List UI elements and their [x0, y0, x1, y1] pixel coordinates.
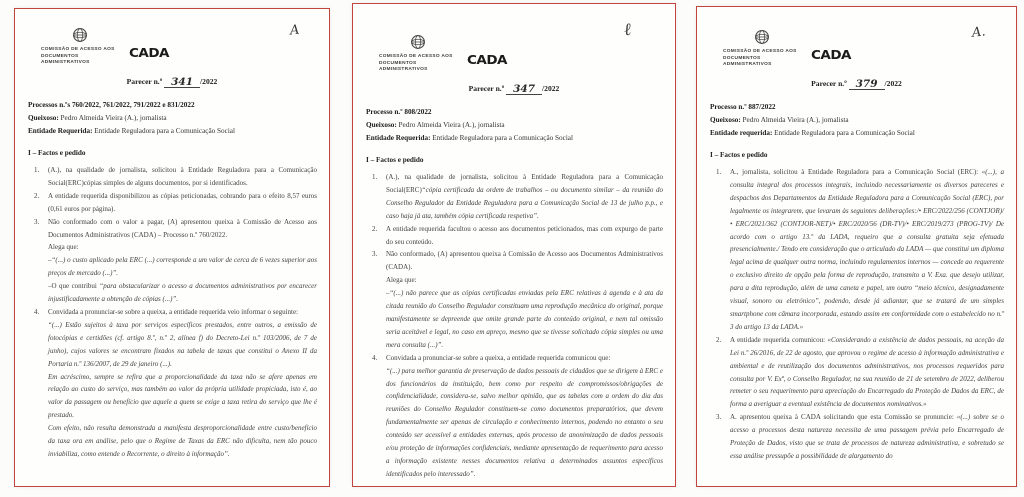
- section-heading: I – Factos e pedido: [28, 149, 86, 157]
- document-content: [28, 149, 317, 461]
- parecer-line: [15, 77, 329, 87]
- processo-line: Processo n.º 808/2022: [366, 108, 432, 116]
- handwritten-annotation: A: [288, 22, 300, 39]
- paragraph: “(...) para melhor garantia de preservação de dados pessoais de cidadãos que se dirigem à ERC e dos funcionários da instituição, bem como por respeito de compromissos/obrigações de confidencialidade, considera-se, salvo melhor opinião, que as tabelas com a ordem do dia das reuniões do Conselho Regulador constituem-se como documentos preparatórios, que devem fundamentalmente ser apenas de circulação e conhecimento internos, podendo no entanto o seu conteúdo ser acessível a entidades externas, após processo de anonimização de dados pessoais e/ou proteção de informações confidenciais, mediante apresentação de requerimento para acesso a informação existente nesses documentos relativa a determinados assuntos específicos identificados pelo interessado”.: [386, 366, 663, 478]
- numbered-paragraph: 4. Convidada a pronunciar-se sobre a queixa, a entidade requerida comunicou que:: [366, 352, 663, 365]
- document-body: [710, 166, 1004, 463]
- numbered-paragraph: 1. (A.), na qualidade de jornalista, solicitou à Entidade Reguladora para a Comunicação Social(ERC)cópias simples de alguns documentos, por si identificados.: [28, 164, 317, 190]
- paragraph: Com efeito, não resulta demonstrada a manifesta desproporcionalidade entre custo/benefício da taxa ora em análise, pelo que o Regime de Taxas da ERC não dificulta, nem tão pouco inviabiliza, como entende o Recorrente, o direito à informação”.: [48, 424, 317, 458]
- item-number: 3.: [372, 250, 378, 259]
- cada-wordmark: CADA: [129, 45, 170, 61]
- item-number: 1.: [372, 173, 378, 181]
- numbered-paragraph: 3. Não conformado, (A) apresentou queixa à Comissão de Acesso aos Documentos Administrativos (CADA).: [366, 248, 663, 274]
- org-name: COMISSÃO DE ACESSO AOS DOCUMENTOS ADMINISTRATIVOS: [723, 49, 797, 67]
- cada-emblem-icon: [72, 27, 88, 43]
- paragraph: –“(...) o custo aplicado pela ERC (...) corresponde a um valor de cerca de 6 vezes superior aos preços de mercado (...)”.: [48, 256, 317, 278]
- item-number: 2.: [716, 335, 722, 344]
- parecer-year: /2022: [884, 79, 902, 88]
- parecer-year: /2022: [542, 84, 560, 93]
- document-body: [366, 171, 663, 481]
- numbered-paragraph: 1. A., jornalista, solicitou à Entidade Reguladora para a Comunicação Social (ERC): «(...), a consulta integral dos processos integrais, incluindo necessariamente os diversos pareceres e despachos dos Departamentos da Entidade Reguladora para a Comunicação Social (ERC), por legalmente os integrarem, que levaram às seguintes deliberações:/• ERC/2022/256 (CONTJOR)/• ERC/2021/362 (CONTJOR-NET)/• ERC/2020/56 (DR-TV)/• ERC/2019/273 (PROG-TV)/ De acordo com o artigo 13.º da LADA, requeiro que a consulta gratuita seja efetuada presencialmente./ Tendo em consideração que o articulado da LADA — que constitui um diploma legal acima de qualquer outra norma, incluindo regulamentos internos — concede ao requerente o exclusivo direito de opção pela forma de reprodução, transmito a V. Exa. que desejo utilizar, para a dita reprodução, além de uma caneta e papel, um outro “meio técnico, designadamente visual, sonoro ou eletrónico”, podendo, desde já adiantar, que se tratará de um simples smartphone com câmara incorporada, estando assim em conformidade com o estabelecido no n.º 3 do artigo 13 da LADA.»: [710, 166, 1004, 334]
- cada-wordmark: CADA: [467, 52, 508, 68]
- parecer-label: Parecer n.º: [811, 79, 847, 88]
- queixoso-line: Queixoso: Pedro Almeida Vieira (A.), jornalista: [28, 114, 167, 122]
- cada-wordmark: CADA: [811, 47, 852, 63]
- document-body: [28, 164, 317, 461]
- handwritten-parecer-number: 341: [164, 78, 200, 88]
- parecer-line: [353, 84, 675, 94]
- org-name: COMISSÃO DE ACESSO AOS DOCUMENTOS ADMINISTRATIVOS: [41, 47, 115, 65]
- item-number: 1.: [716, 168, 722, 176]
- handwritten-parecer-number: 347: [506, 85, 542, 95]
- numbered-paragraph: 1. (A.), na qualidade de jornalista, solicitou à Entidade Reguladora para a Comunicação Social(ERC)“cópia certificada da ordem de trabalhos – ou documento similar – da reunião do Conselho Regulador da Entidade Reguladora para a Comunicação Social de 13 de julho p.p., e caso haja já ata, também cópia certificada respetiva”.: [366, 171, 663, 223]
- org-name: COMISSÃO DE ACESSO AOS DOCUMENTOS ADMINISTRATIVOS: [379, 54, 453, 72]
- processo-line: Processos n.ºs 760/2022, 761/2022, 791/2022 e 831/2022: [28, 101, 195, 109]
- case-info-block: [710, 101, 1003, 140]
- document-page-parecer-347: [352, 3, 676, 487]
- paragraph: Alega que:: [386, 276, 417, 285]
- paragraph: –“(...) não parece que as cópias certificadas enviadas pela ERC relativas à agenda e à ata da citada reunião do Conselho Regulador constituam uma reprodução mecânica do original, porque manifestamente se depreende que omite grande parte do conteúdo original, e nem tal omissão seria aceitável e legal, no caso em apreço, mesmo que se tivesse solicitado cópia simples ou uma mera consulta (...)”.: [386, 289, 663, 349]
- queixoso-line: Queixoso: Pedro Almeida Vieira (A.), jornalista: [710, 116, 849, 124]
- paragraph: Alega que:: [48, 243, 79, 252]
- cada-emblem-icon: [410, 34, 426, 50]
- entidade-line: Entidade requerida: Entidade Reguladora para a Comunicação Social: [710, 129, 915, 137]
- section-heading: I – Factos e pedido: [710, 151, 768, 159]
- numbered-paragraph: 3. Não conformado com o valor a pagar, (A) apresentou queixa à Comissão de Acesso aos Documentos Administrativos (CADA) – Processo n.º 760/2022.: [28, 216, 317, 242]
- handwritten-parecer-number: 379: [849, 80, 885, 90]
- parecer-label: Parecer n.º: [468, 84, 505, 93]
- item-number: 3.: [34, 217, 40, 226]
- item-number: 4.: [34, 307, 40, 316]
- numbered-paragraph: 3. A. apresentou queixa à CADA solicitando que esta Comissão se pronuncie: «(...) sobre se o acesso a processos desta natureza necessita de uma passagem prévia pelo Encarregado de Proteção de Dados, visto que se trata de processos de natureza administrativa, e sobretudo se essa análise pressupõe a possibilidade de alargamento do: [710, 411, 1004, 463]
- numbered-paragraph: 2. A entidade requerida facultou o acesso aos documentos peticionados, mas com expurgo de parte do seu conteúdo.: [366, 223, 663, 249]
- processo-line: Processo n.º 887/2022: [710, 103, 776, 111]
- document-page-parecer-379: [696, 6, 1017, 487]
- paragraph: –O que contribui “para obstacularizar o acesso a documentos administrativos por encarecer injustificadamente a obtenção de cópias (...)”.: [48, 282, 318, 304]
- numbered-paragraph: 2. A entidade requerida disponibilizou as cópias peticionadas, cobrando para o efeito 8,57 euros (0,61 euros por página).: [28, 190, 317, 216]
- cada-emblem-icon: [754, 29, 770, 45]
- case-info-block: [366, 106, 662, 145]
- item-number: 2.: [372, 224, 378, 233]
- parecer-label: Parecer n.º: [126, 77, 163, 86]
- parecer-year: /2022: [200, 77, 218, 86]
- queixoso-line: Queixoso: Pedro Almeida Vieira (A.), jornalista: [366, 121, 505, 129]
- document-content: [710, 151, 1004, 463]
- entidade-line: Entidade Requerida: Entidade Reguladora para a Comunicação Social: [366, 134, 573, 142]
- entidade-line: Entidade Requerida: Entidade Reguladora para a Comunicação Social: [28, 127, 235, 135]
- item-number: 4.: [372, 353, 378, 362]
- case-info-block: [28, 99, 316, 138]
- item-number: 3.: [716, 413, 722, 422]
- section-heading: I – Factos e pedido: [366, 156, 424, 164]
- item-number: 2.: [34, 191, 40, 200]
- paragraph: “(...) Estão sujeitos à taxa por serviços específicos prestados, entre outros, a emissão de fotocópias e certidões (cf. artigo 8.º, n.º 2, alínea f) do Decreto-Lei n.º 103/2006, de 7 de junho), cujos valores se encontram fixados na tabela de taxas que constitui o Anexo II da Portaria n.º 136/2007, de 29 de janeiro (...).: [48, 320, 317, 368]
- paragraph: Em acréscimo, sempre se refira que a proporcionalidade da taxa não se afere apenas em relação ao custo do serviço, mas também ao valor da própria utilidade propiciada, isto é, ao valor da passagem ou benefício que aquele a quem se exige a taxa retira do serviço que lhe é prestado.: [48, 372, 317, 420]
- document-content: [366, 156, 663, 481]
- document-page-parecer-341: [14, 8, 330, 487]
- handwritten-annotation: ℓ: [622, 19, 633, 41]
- handwritten-annotation: A.: [971, 24, 987, 41]
- numbered-paragraph: 2. A entidade requerida comunicou: «Considerando a existência de dados pessoais, na aceção da Lei n.º 26/2016, de 22 de agosto, que aprovou o regime de acesso à informação administrativa e ambiental e de reutilização dos documentos administrativos, nos processos requeridos para consulta por V. Exª, o Conselho Regulador, na sua reunião de 21 de setembro de 2022, deliberou remeter o seu requerimento para apreciação do Encarregado da Proteção de Dados da ERC, de forma a averiguar a eventual existência de documentos nominativos.»: [710, 334, 1004, 411]
- numbered-paragraph: 4. Convidada a pronunciar-se sobre a queixa, a entidade requerida veio informar o seguinte:: [28, 306, 317, 319]
- item-number: 1.: [34, 166, 40, 174]
- parecer-line: [697, 79, 1016, 89]
